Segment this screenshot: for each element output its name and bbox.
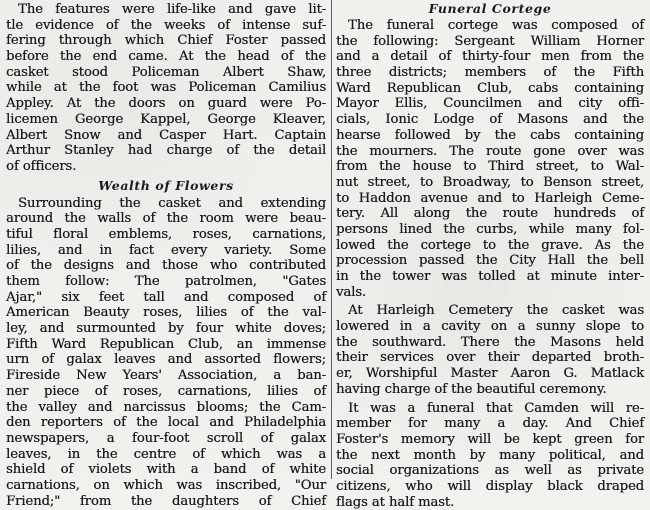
text-line: in the tower was tolled at minute inter-	[336, 269, 644, 285]
text-line: Fifth Ward Republican Club, an immense	[6, 337, 326, 353]
text-line: The funeral cortege was composed of	[336, 18, 644, 34]
paragraph-features	[6, 2, 326, 175]
text-line: the following: Sergeant William Horner	[336, 34, 644, 50]
text-line: nut street, to Broadway, to Benson street,	[336, 175, 644, 191]
text-line: leaves, in the centre of which was a	[6, 447, 326, 463]
column-rule	[331, 0, 332, 479]
text-line: shield of violets with a band of white	[6, 462, 326, 478]
text-line: newspapers, a four-foot scroll of galax	[6, 431, 326, 447]
text-line: around the walls of the room were beau-	[6, 211, 326, 227]
text-line: social organizations as well as private	[336, 463, 644, 479]
text-line: ner piece of roses, carnations, lilies of	[6, 384, 326, 400]
text-line: procession passed the City Hall the bell	[336, 253, 644, 269]
paragraph-floral-emblems	[6, 196, 326, 510]
paragraph-burial	[336, 303, 644, 397]
text-line: tery. All along the route hundreds of	[336, 206, 644, 222]
text-line: Arthur Stanley had charge of the detail	[6, 143, 326, 159]
text-line: casket stood Policeman Albert Shaw,	[6, 65, 326, 81]
text-line: Ward Republican Club, cabs containing	[336, 81, 644, 97]
text-line: the southward. There the Masons held	[336, 335, 644, 351]
text-line: vals.	[336, 285, 644, 301]
text-line: Fireside New Years' Association, a ban-	[6, 368, 326, 384]
text-line: the valley and narcissus blooms; the Cam-	[6, 400, 326, 416]
text-line: er, Worshipful Master Aaron G. Matlack	[336, 366, 644, 382]
text-line: Friend;" from the daughters of Chief	[6, 494, 326, 510]
paragraph-cortege	[336, 18, 644, 300]
text-line: Foster's memory will be kept green for	[336, 432, 644, 448]
text-line: Surrounding the casket and extending	[6, 196, 326, 212]
section-heading-funeral-cortege: Funeral Cortege	[336, 1, 644, 18]
text-line: licemen George Kappel, George Kleaver,	[6, 112, 326, 128]
text-line: their services over their departed broth-	[336, 350, 644, 366]
text-line: It was a funeral that Camden will re-	[336, 401, 644, 417]
left-column	[6, 0, 326, 481]
text-line: carnations, on which was inscribed, "Our	[6, 478, 326, 494]
text-line: while at the foot was Policeman Camilius	[6, 80, 326, 96]
text-line: of officers.	[6, 159, 326, 175]
text-line: fering through which Chief Foster passed	[6, 33, 326, 49]
text-line: and a detail of thirty-four men from the	[336, 49, 644, 65]
text-line: citizens, who will display black draped	[336, 479, 644, 495]
paragraph-memory	[336, 401, 644, 510]
text-line: before the end came. At the head of the	[6, 49, 326, 65]
text-line: the next month by many political, and	[336, 448, 644, 464]
text-line: Ajar," six feet tall and composed of	[6, 290, 326, 306]
text-line: Appley. At the doors on guard were Po-	[6, 96, 326, 112]
text-line: flags at half mast.	[336, 495, 644, 510]
text-line: from the house to Third street, to Wal-	[336, 159, 644, 175]
text-line: lilies, and in fact every variety. Some	[6, 243, 326, 259]
text-line: hearse followed by the cabs containing	[336, 128, 644, 144]
text-line: having charge of the beautiful ceremony.	[336, 382, 644, 398]
text-line: of the designs and those who contributed	[6, 258, 326, 274]
text-line: them follow: The patrolmen, "Gates	[6, 274, 326, 290]
text-line: At Harleigh Cemetery the casket was	[336, 303, 644, 319]
text-line: Mayor Ellis, Councilmen and city offi-	[336, 96, 644, 112]
text-line: den reporters of the local and Philadelphia	[6, 415, 326, 431]
text-line: the mourners. The route gone over was	[336, 144, 644, 160]
text-line: persons lined the curbs, while many fol-	[336, 222, 644, 238]
text-line: American Beauty roses, lilies of the val-	[6, 305, 326, 321]
text-line: three districts; members of the Fifth	[336, 65, 644, 81]
text-line: to Haddon avenue and to Harleigh Ceme-	[336, 191, 644, 207]
text-line: cials, Ionic Lodge of Masons and the	[336, 112, 644, 128]
section-heading-wealth-of-flowers: Wealth of Flowers	[6, 177, 326, 196]
text-line: member for many a day. And Chief	[336, 416, 644, 432]
text-line: urn of galax leaves and assorted flowers;	[6, 352, 326, 368]
text-line: tle evidence of the weeks of intense suf-	[6, 18, 326, 34]
right-column	[336, 0, 644, 480]
text-line: tiful floral emblems, roses, carnations,	[6, 227, 326, 243]
text-line: Albert Snow and Casper Hart. Captain	[6, 128, 326, 144]
text-line: ley, and surmounted by four white doves;	[6, 321, 326, 337]
text-line: The features were life-like and gave lit-	[6, 2, 326, 18]
text-line: lowered in a cavity on a sunny slope to	[336, 319, 644, 335]
text-line: lowed the cortege to the grave. As the	[336, 238, 644, 254]
